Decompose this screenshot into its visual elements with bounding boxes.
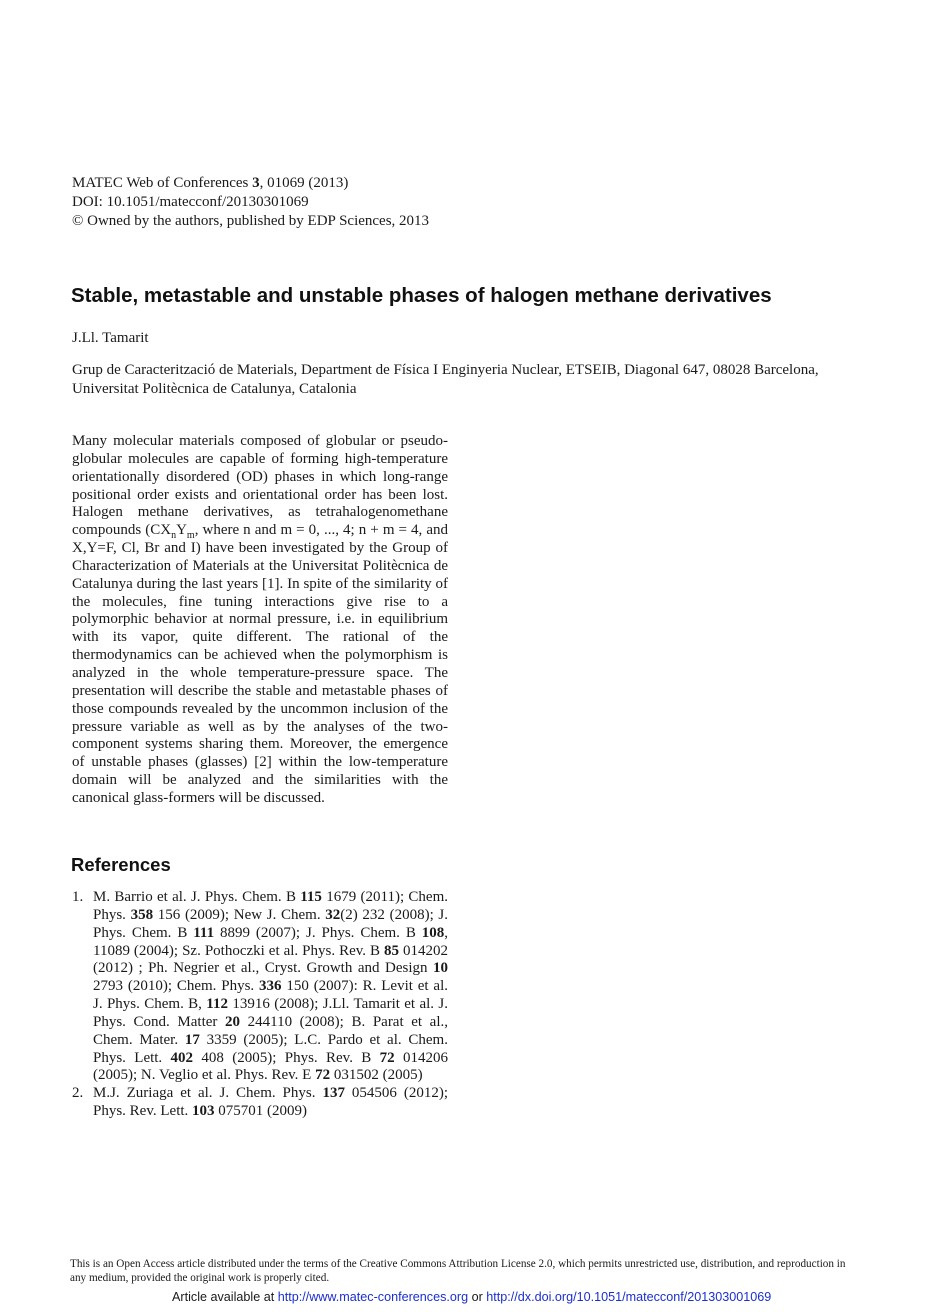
reference-segment: 244110 (2008); B. Parat et al., Chem. Mater.	[93, 1013, 449, 1048]
doi-link[interactable]: http://dx.doi.org/10.1051/matecconf/201303001069	[486, 1290, 772, 1304]
reference-volume: 115	[300, 889, 322, 905]
conference-link[interactable]: http://www.matec-conferences.org	[277, 1290, 469, 1304]
reference-segment: 075701 (2009)	[214, 1103, 308, 1120]
paper-title: Stable, metastable and unstable phases of halogen methane derivatives	[71, 284, 772, 307]
reference-text	[93, 1085, 448, 1121]
reference-number: 1.	[72, 889, 84, 905]
reference-volume: 112	[206, 996, 228, 1013]
journal-volume: 3	[252, 175, 260, 191]
references-heading: References	[71, 854, 171, 875]
reference-segment: 054506 (2012); Phys. Rev. Lett.	[93, 1085, 448, 1120]
abstract-text: Many molecular materials composed of globular or pseudo-globular molecules are capable of forming high-temperature orientationally disordered (OD) phases in which long-range positional order exists and orientational order has been lost. Halogen methane derivatives, as tetrahalogenomethane compounds ($CX_nY_m$, where n and m = 0, ..., 4; n + m = 4, and X,Y=F, Cl, Br and I) have been investigated by the Group of Characterization of Materials at the Universitat Politècnica de Catalunya during the last years [1]. In spite of the similarity of the molecules, fine tuning interactions give rise to a polymorphic behavior at normal pressure, i.e. in equilibrium with its vapor, quite different. The rational of the thermodynamics can be achieved when the polymorphism is analyzed in the whole temperature-pressure space. The presentation will describe the stable and metastable phases of those compounds revealed by the uncommon inclusion of the pressure variable as well as by the analyses of the two-component systems sharing them. Moreover, the emergence of unstable phases (glasses) [2] within the low-temperature domain will be analyzed and the similarities with the canonical glass-formers will be discussed.	[72, 433, 449, 806]
journal-header	[72, 174, 429, 231]
reference-volume: 358	[130, 906, 154, 923]
article-availability: Article available at http://www.matec-conferences.org or http://dx.doi.org/10.1051/matecconf/201303001069	[172, 1290, 772, 1304]
reference-segment: (2) 232 (2008); J. Phys. Chem. B	[93, 906, 448, 941]
doi-line: DOI: 10.1051/matecconf/20130301069	[72, 194, 309, 210]
reference-volume: 20	[225, 1013, 241, 1030]
reference-segment: 13916 (2008); J.Ll. Tamarit et al. J. Phys. Cond. Matter	[93, 996, 448, 1030]
author-name: J.Ll. Tamarit	[72, 330, 149, 346]
reference-volume: 10	[433, 960, 448, 977]
reference-segment: 408 (2005); Phys. Rev. B	[193, 1049, 380, 1066]
reference-volume: 336	[259, 978, 282, 995]
reference-segment: 014206 (2005); N. Veglio et al. Phys. Rev. E	[93, 1049, 449, 1084]
reference-segment: 3359 (2005); L.C. Pardo et al. Chem. Phys. Lett.	[93, 1031, 448, 1066]
reference-volume: 111	[193, 924, 215, 941]
reference-segment: 8899 (2007); J. Phys. Chem. B	[214, 924, 422, 941]
reference-volume: 72	[315, 1067, 331, 1084]
reference-item	[72, 889, 448, 1085]
reference-segment: M.J. Zuriaga et al. J. Chem. Phys.	[93, 1085, 323, 1102]
license-notice: This is an Open Access article distributed under the terms of the Creative Commons Attribution License 2.0, which permits unrestricted use, distribution, and reproduction in any medium, provided the original work is properly cited.	[70, 1258, 846, 1284]
reference-segment: 031502 (2005)	[330, 1067, 423, 1084]
reference-volume: 72	[379, 1049, 395, 1066]
reference-volume: 137	[322, 1085, 345, 1102]
copyright-line: © Owned by the authors, published by EDP Sciences, 2013	[72, 213, 430, 229]
reference-segment: 150 (2007): R. Levit et al. J. Phys. Chem. B,	[93, 978, 448, 1013]
reference-volume: 402	[170, 1049, 194, 1066]
reference-volume: 32	[325, 906, 341, 923]
reference-volume: 108	[421, 924, 445, 941]
reference-segment: 014202 (2012) ; Ph. Negrier et al., Cryst. Growth and Design	[93, 942, 449, 977]
reference-segment: M. Barrio et al. J. Phys. Chem. B	[93, 889, 301, 905]
reference-segment: 156 (2009); New J. Chem.	[153, 906, 326, 923]
journal-citation: MATEC Web of Conferences 3, 01069 (2013)	[72, 175, 349, 191]
author-affiliation: Grup de Caracterització de Materials, Department de Física I Enginyeria Nuclear, ETSEIB, Diagonal 647, 08028 Barcelona, Universitat Politècnica de Catalunya, Catalonia	[72, 362, 819, 397]
reference-number: 2.	[72, 1085, 84, 1102]
references-list	[72, 889, 448, 1121]
reference-text	[93, 889, 448, 1085]
reference-segment: 2793 (2010); Chem. Phys.	[93, 978, 260, 995]
reference-volume: 17	[184, 1031, 200, 1048]
reference-item	[72, 1085, 448, 1121]
reference-segment: 1679 (2011); Chem. Phys.	[93, 889, 448, 923]
reference-volume: 85	[384, 942, 400, 959]
reference-volume: 103	[192, 1103, 215, 1120]
reference-segment: , 11089 (2004); Sz. Pothoczki et al. Phys. Rev. B	[93, 924, 448, 959]
